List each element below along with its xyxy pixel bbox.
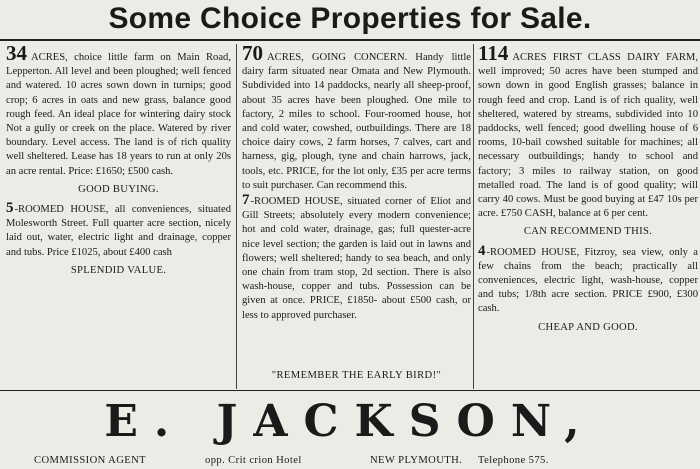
listing-tagline: CHEAP AND GOOD.	[538, 321, 638, 333]
page-headline: Some Choice Properties for Sale.	[108, 2, 592, 35]
top-rule	[0, 39, 700, 41]
listing-5-roomed-house	[6, 201, 231, 260]
agent-address: opp. Crit crion Hotel	[205, 455, 302, 466]
agent-role: COMMISSION AGENT	[34, 455, 147, 466]
listing-7-roomed-house	[242, 193, 471, 323]
slogan: "REMEMBER THE EARLY BIRD!"	[271, 370, 442, 381]
listing-text: -ROOMED HOUSE, situated corner of Eliot and Gill Streets; absolutely every modern convenience; hot and cold water, drainage, gas; full quester-acre nice level section; the garden is laid out in lawns and flowers; well sheltered; handy to sea beach, and only one chain from tram stop, 2d section. There is also wash-house, copper and tubs. Possession can be given at once. PRICE, £1850- about £500 cash, or less to approved purchaser.	[242, 196, 471, 321]
column-3	[478, 41, 698, 339]
listing-number: 114	[478, 41, 509, 65]
column-2	[242, 41, 471, 323]
column-1	[6, 41, 231, 282]
listing-70-acres	[242, 41, 471, 193]
listing-number: 5	[6, 200, 14, 217]
listing-tagline: CAN RECOMMEND THIS.	[523, 226, 653, 238]
listing-tagline: GOOD BUYING.	[78, 183, 159, 195]
column-divider-2	[473, 44, 474, 389]
listing-number: 70	[242, 41, 263, 65]
column-divider-1	[236, 44, 237, 389]
listing-text: -ROOMED HOUSE, Fitzroy, sea view, only a few chains from the beach; practically all conveniences, electric light, wash-house, copper and tubs; 1/8th acre section. PRICE £900, £300 cash.	[478, 246, 698, 315]
listing-34-acres	[6, 41, 231, 179]
listing-4-roomed-house	[478, 244, 698, 317]
listing-number: 7	[242, 192, 250, 209]
listing-text: ACRES, GOING CONCERN. Handy little dairy farm situated near Omata and New Plymouth. Subdivided into 14 paddocks, nearly all sheep-proof, about 35 acres have been ploughed. One mile to factory, 2 miles to school. Four-roomed house, hot and cold water, cowshed, outbuildings. There are 18 choice dairy cows, 2 farm horses, 7 calves, cart and harness, gig, plough, tyne and chain harrows, jack, tools, etc. PRICE, for the lot only, £35 per acre terms to suit purchaser. Can recommend this.	[242, 52, 471, 191]
agent-town: NEW PLYMOUTH.	[370, 455, 463, 466]
agent-name: E. JACKSON,	[104, 396, 596, 447]
agent-phone: Telephone 575.	[478, 455, 549, 466]
listing-number: 34	[6, 41, 27, 65]
listing-text: -ROOMED HOUSE, all conveniences, situated Molesworth Street. Full quarter acre section, nicely laid out, water, electric light and drainage, copper and tubs. Price £1025, about £400 cash	[6, 204, 231, 258]
listing-text: ACRES, choice little farm on Main Road, Lepperton. All level and been ploughed; well fenced and watered. 10 acres sown down in turnips; good crop; 6 acres in oats and new grass, balance good rough feed. An ideal place for wintering dairy stock Not a gully or creek on the place. Watered by river boundary. Level access. The land is of rich quality well sheltered. Lease has 18 years to run at only 20s an acre rental. Price: £1650; £500 cash.	[6, 52, 231, 177]
listing-tagline: SPLENDID VALUE.	[70, 264, 167, 276]
listing-text: ACRES FIRST CLASS DAIRY FARM, well improved; 50 acres have been stumped and sown down in good English grasses; balance in rough feed and crop. Land is of rich quality, well sheltered, watered by streams, subdivided into 10 paddocks, well fenced; good dwelling house of 6 rooms, 10-bail cowshed suitable for machines; all necessary outbuildings; handy to school and factory; 3 miles to railway station, on good metalled road. The land is of good quality; will carry 40 cows. Must be good buying at £47 10s per acre. £750 CASH, balance at 6 per cent.	[478, 52, 698, 220]
listing-114-acres	[478, 41, 698, 221]
listing-number: 4	[478, 242, 486, 259]
bottom-rule	[0, 390, 700, 391]
